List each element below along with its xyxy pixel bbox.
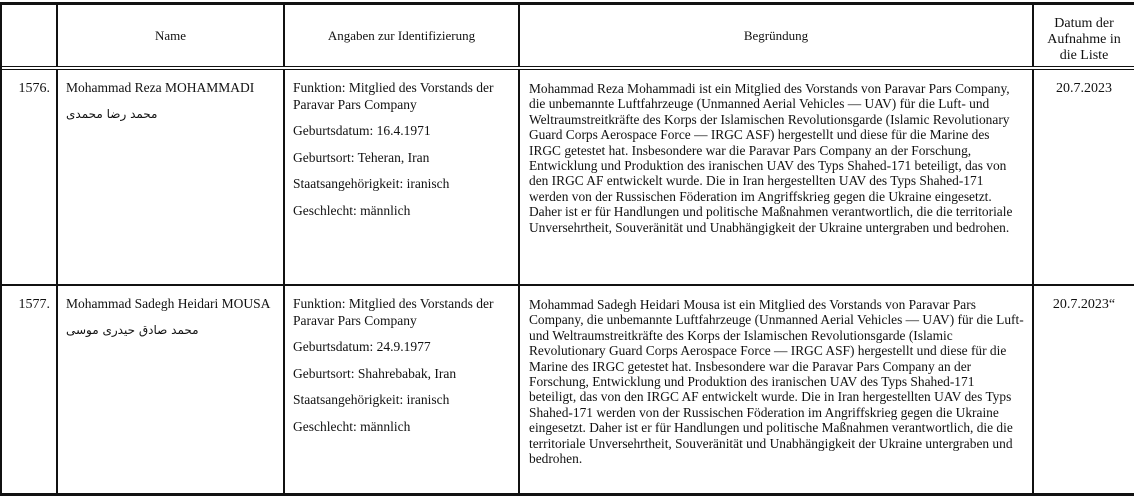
header-identification: Angaben zur Identifizierung [285, 5, 520, 66]
table-header-row [2, 5, 1134, 70]
entry-name-cell [58, 70, 285, 284]
entry-name-native-script: محمد رضا محمدی [66, 107, 158, 121]
entry-listing-date: 20.7.2023 [1056, 81, 1112, 96]
entry-reason-text: Mohammad Sadegh Heidari Mousa ist ein Mitglied des Vorstands von Paravar Pars Company, die unbemannte Luftfahrzeuge (Unmanned Aerial Vehicles — UAV) für die Luft- und Weltraumstreitkräfte des Korps der Islamischen Revolutionsgarde (Islamic Revolutionary Guard Corps Aerospace Force — IRGC ASF) hergestellt und diese für die Marine des IRGC getestet hat. Insbesondere war die Paravar Pars Company an der Forschung, Entwicklung und Produktion des iranischen UAV des Typs Shahed-171 beteiligt, das von den IRGC AF entwickelt wurde. Die in Iran hergestellten UAV des Typs Shahed-171 werden von der Russischen Föderation im Angriffskrieg gegen die Ukraine eingesetzt. Daher ist er für Handlungen und politische Maßnahmen verantwortlich, die die territoriale Unversehrtheit, Souveränität und Unabhängigkeit der Ukraine untergraben und bedrohen. [529, 297, 1024, 467]
identification-birthplace: Geburtsort: Teheran, Iran [293, 149, 430, 165]
identification-nationality: Staatsangehörigkeit: iranisch [293, 176, 450, 191]
identification-function: Funktion: Mitglied des Vorstands der Paravar Pars Company [293, 80, 494, 112]
table-row [2, 70, 1134, 286]
entry-reason-cell [520, 70, 1034, 284]
identification-function: Funktion: Mitglied des Vorstands der Paravar Pars Company [293, 296, 494, 328]
header-number [2, 5, 58, 66]
entry-listing-date: 20.7.2023“ [1052, 297, 1116, 312]
identification-nationality: Staatsangehörigkeit: iranisch [293, 392, 450, 407]
identification-birthplace: Geburtsort: Shahrebabak, Iran [293, 365, 457, 381]
entry-reason-text: Mohammad Reza Mohammadi ist ein Mitglied des Vorstands von Paravar Pars Company, die unbemannte Luftfahrzeuge (Unmanned Aerial Vehicles — UAV) für die Luft- und Weltraumstreitkräfte des Korps der Islamischen Revolutionsgarde (Islamic Revolutionary Guard Corps Aerospace Force — IRGC ASF) hergestellt und diese für die Marine des IRGC getestet hat. Insbesondere war die Paravar Pars Company an der Forschung, Entwicklung und Produktion des iranischen UAV des Typs Shahed-171 beteiligt, das von den IRGC AF entwickelt wurde. Die in Iran hergestellten UAV des Typs Shahed-171 werden von der Russischen Föderation im Angriffskrieg gegen die Ukraine eingesetzt. Daher ist er für Handlungen und politische Maßnahmen verantwortlich, die die territoriale Unversehrtheit, Souveränität und Unabhängigkeit der Ukraine untergraben und bedrohen. [529, 81, 1013, 235]
table-row [2, 286, 1134, 493]
entry-name-latin: Mohammad Sadegh Heidari MOUSA [66, 296, 271, 311]
entry-name-latin: Mohammad Reza MOHAMMADI [66, 80, 255, 95]
identification-birthdate: Geburtsdatum: 16.4.1971 [293, 123, 431, 138]
entry-number: 1577. [2, 286, 58, 493]
entry-reason-cell [520, 286, 1034, 493]
identification-gender: Geschlecht: männlich [293, 418, 411, 434]
header-name: Name [58, 5, 285, 66]
header-date: Datum der Aufnahme in die Liste [1047, 16, 1121, 63]
header-reason: Begründung [520, 5, 1034, 66]
entry-name-native-script: محمد صادق حیدری موسی [66, 323, 199, 337]
entry-name-cell [58, 286, 285, 493]
entry-number: 1576. [2, 70, 58, 284]
entry-identification-cell [285, 286, 520, 493]
identification-birthdate: Geburtsdatum: 24.9.1977 [293, 339, 431, 354]
entry-identification-cell [285, 70, 520, 284]
identification-gender: Geschlecht: männlich [293, 202, 411, 218]
sanctions-list-table [0, 2, 1134, 496]
